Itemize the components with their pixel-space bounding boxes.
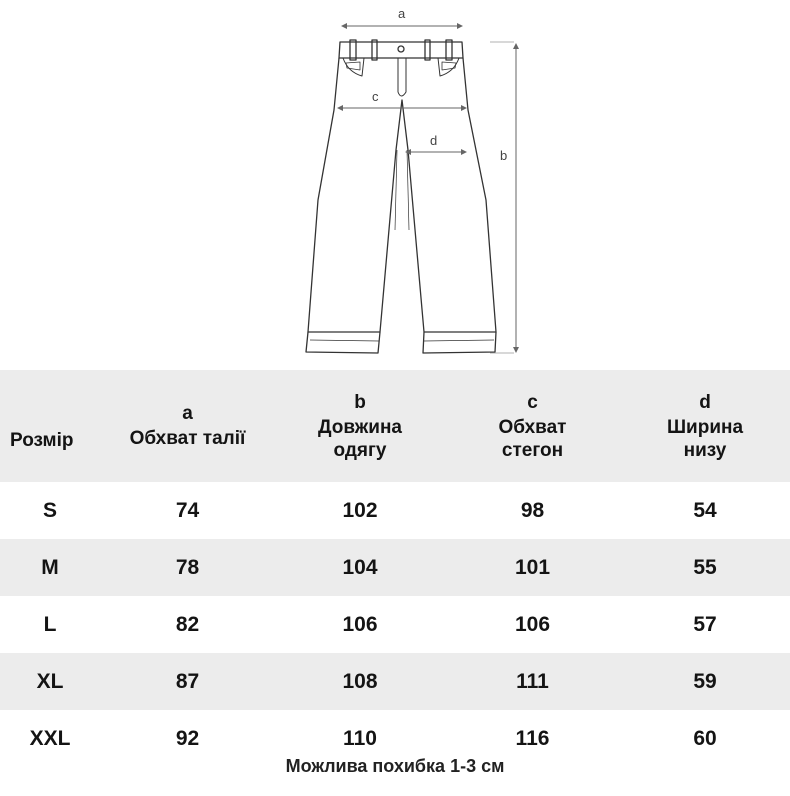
header-key: c — [527, 391, 538, 413]
value-cell: 74 — [175, 498, 200, 522]
value-cell: 111 — [445, 653, 620, 710]
header-label: Довжина одягу — [318, 416, 402, 461]
value-cell: 101 — [445, 539, 620, 596]
dim-label-b: b — [500, 148, 508, 163]
value-cell: 116 — [515, 726, 550, 750]
table-row — [0, 482, 790, 539]
value-cell: 104 — [275, 539, 445, 596]
value-cell: 59 — [620, 653, 790, 710]
value-cell: 108 — [275, 653, 445, 710]
header-key: b — [354, 391, 366, 413]
value-cell: 60 — [693, 726, 717, 750]
header-key: d — [699, 391, 711, 413]
table-row — [0, 596, 790, 653]
value-cell: 54 — [693, 498, 717, 522]
tolerance-note: Можлива похибка 1-3 см — [285, 756, 505, 776]
dim-label-a: a — [398, 6, 406, 21]
table-row — [0, 539, 790, 596]
header-col-a — [100, 370, 275, 482]
table-header-row — [0, 370, 790, 482]
size-cell: XL — [0, 653, 100, 710]
header-label: Обхват талії — [129, 428, 246, 449]
value-cell: 106 — [514, 612, 551, 636]
header-col-b — [275, 370, 445, 482]
value-cell: 98 — [520, 498, 545, 522]
pants-diagram — [0, 0, 790, 365]
size-cell: M — [0, 539, 100, 596]
value-cell: 57 — [693, 612, 717, 636]
header-label: Обхват стегон — [498, 416, 567, 461]
value-cell: 82 — [175, 612, 200, 636]
size-cell: S — [42, 498, 57, 522]
value-cell: 87 — [100, 653, 275, 710]
header-label: Ширина низу — [666, 416, 744, 461]
size-cell: XXL — [29, 726, 71, 750]
value-cell: 106 — [342, 612, 378, 636]
size-table — [0, 370, 790, 767]
header-col-c — [445, 370, 620, 482]
value-cell: 55 — [620, 539, 790, 596]
value-cell: 92 — [175, 726, 200, 750]
value-cell: 110 — [343, 726, 377, 750]
pants-drawing — [0, 0, 790, 365]
header-col-d — [620, 370, 790, 482]
value-cell: 78 — [100, 539, 275, 596]
header-size: Розмір — [0, 370, 100, 482]
table-row — [0, 653, 790, 710]
dim-label-c: c — [372, 89, 379, 104]
header-key: a — [182, 403, 193, 424]
value-cell: 102 — [342, 498, 378, 522]
dim-label-d: d — [430, 133, 438, 148]
size-cell: L — [43, 612, 57, 636]
